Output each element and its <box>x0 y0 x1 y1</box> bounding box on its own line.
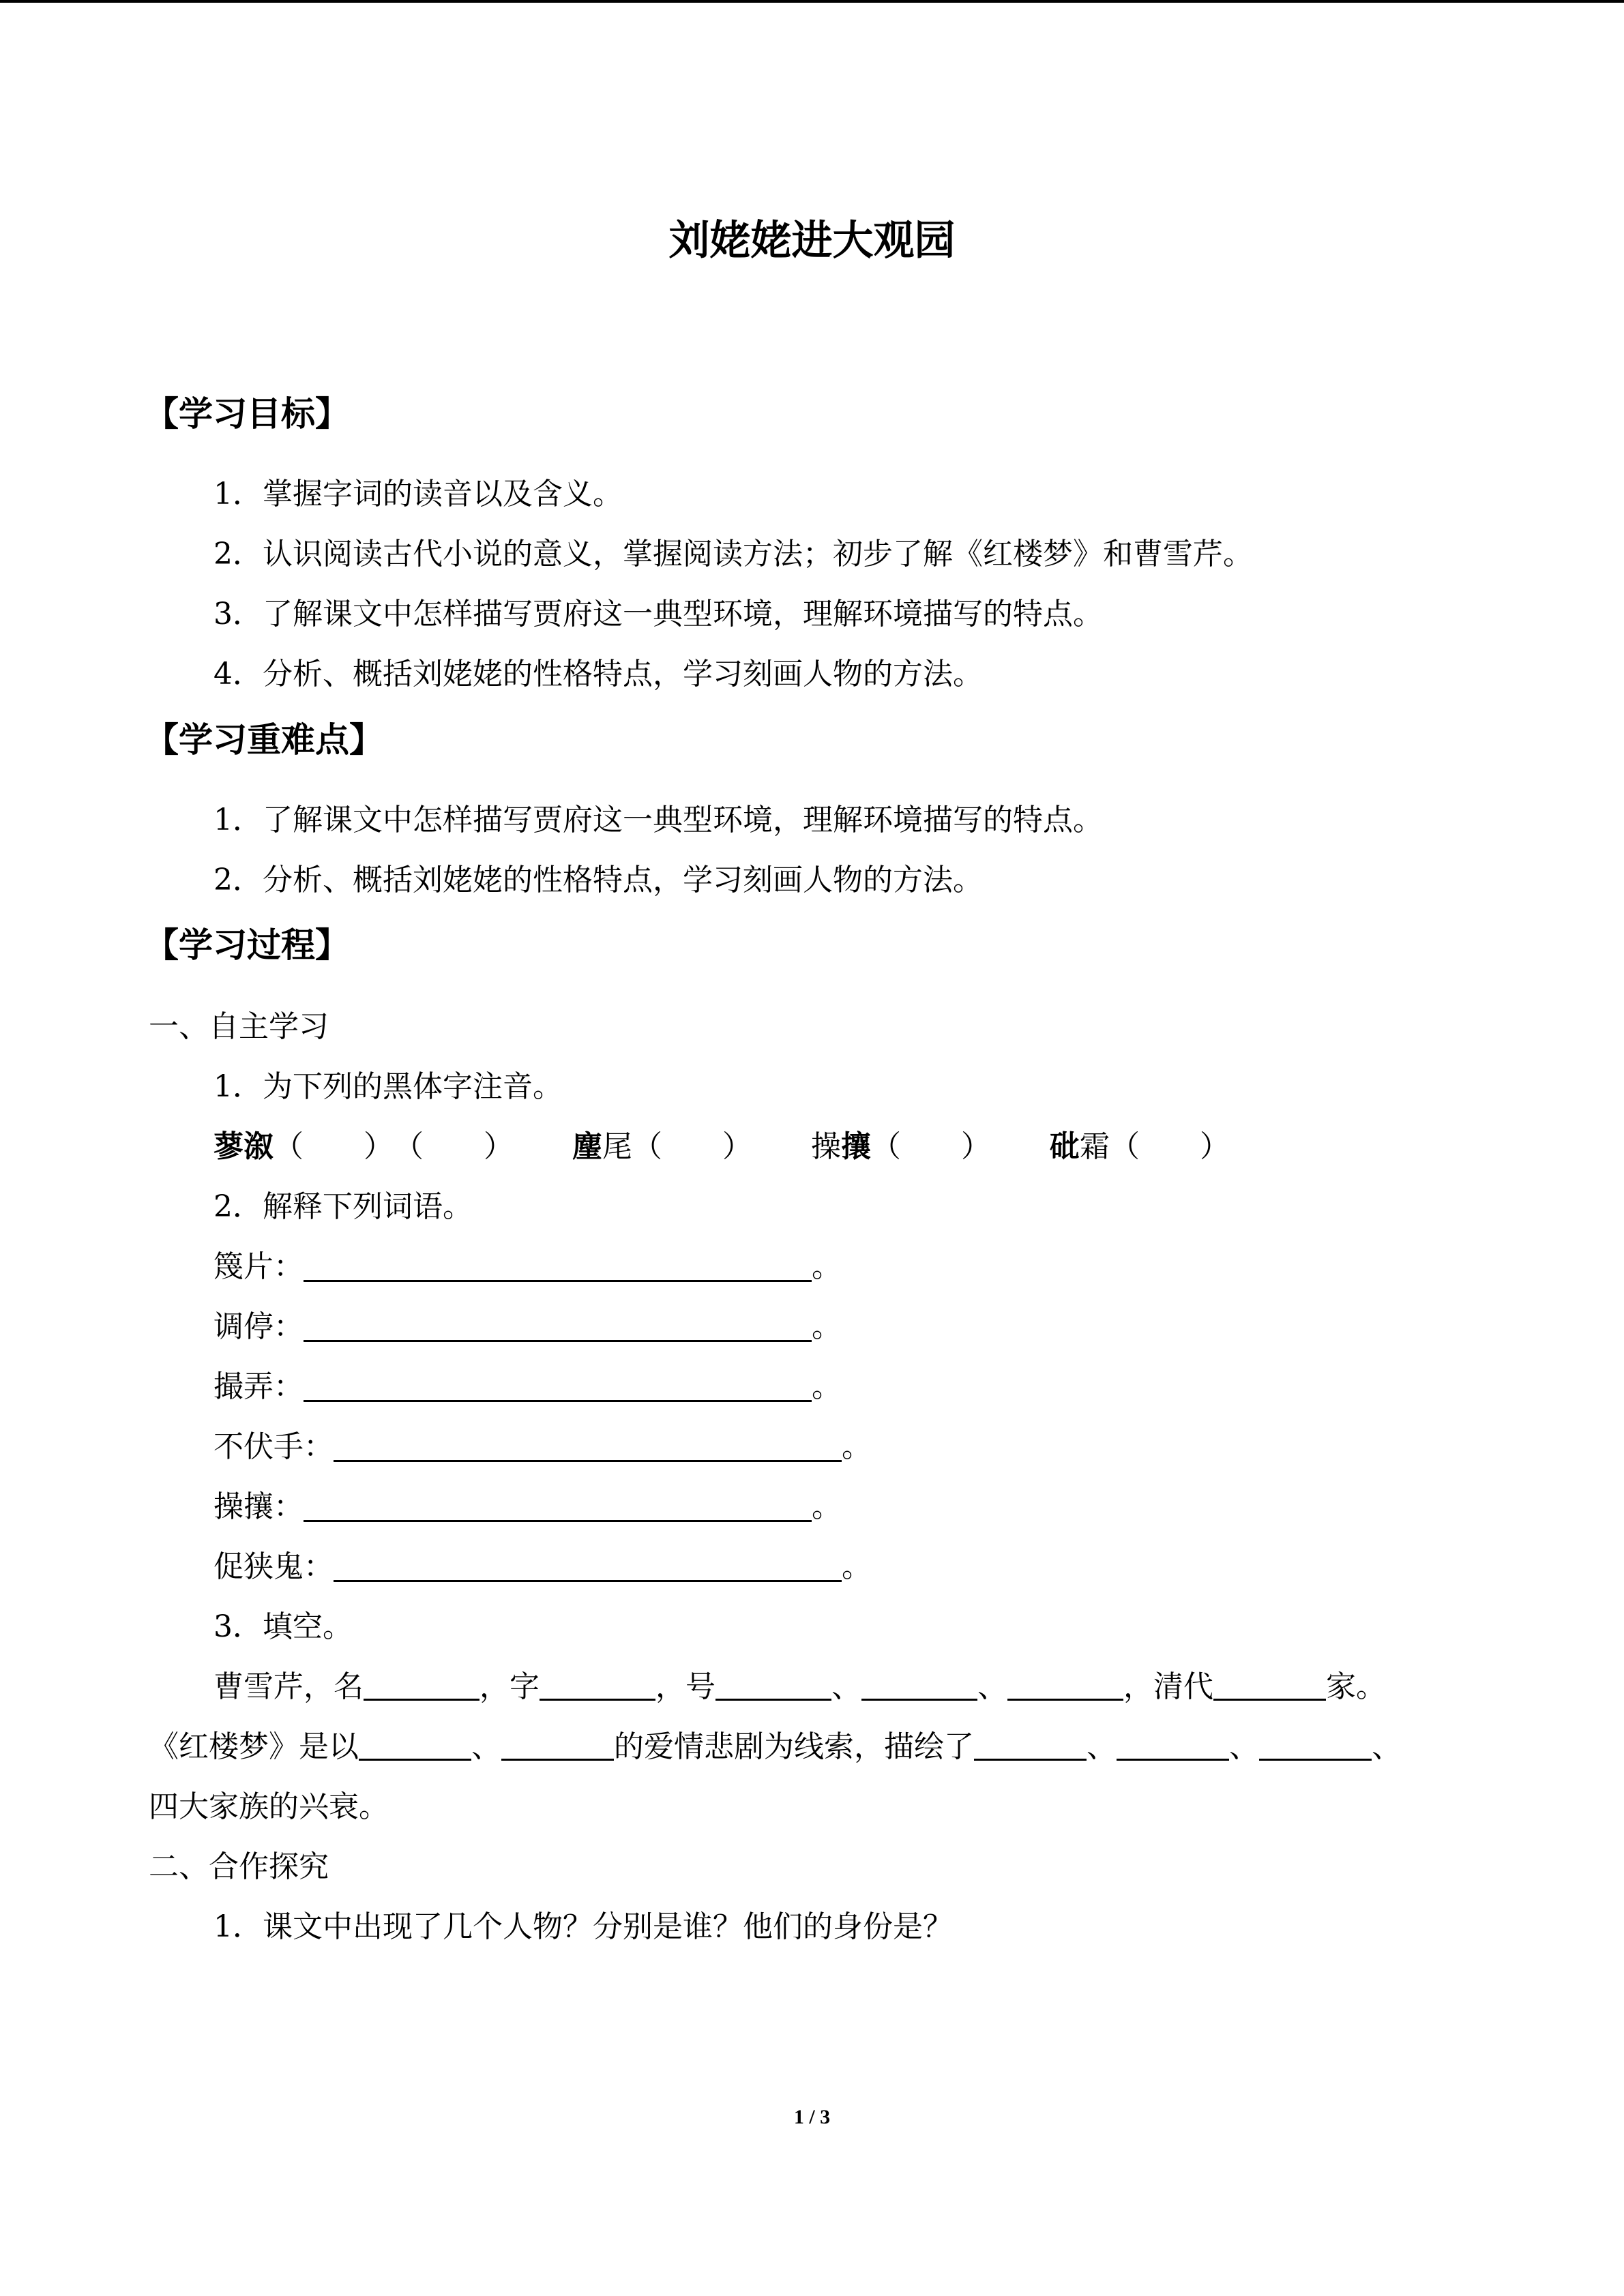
fill-text: 家。 <box>1326 1669 1386 1704</box>
pinyin-word: 麈 <box>572 1129 602 1164</box>
fill-text: ，字 <box>479 1669 540 1704</box>
definition-term: 篾片： <box>213 1249 304 1284</box>
definition-row <box>213 1547 872 1587</box>
top-border <box>0 0 1624 3</box>
fill-blank[interactable] <box>364 1671 479 1701</box>
period: 。 <box>842 1429 872 1464</box>
fill-blank[interactable] <box>974 1731 1087 1761</box>
period: 。 <box>812 1369 842 1404</box>
definition-answer-line[interactable] <box>304 1250 812 1282</box>
fill-text: 的爱情悲剧为线索，描绘了 <box>614 1729 974 1764</box>
fill-text: 、 <box>1087 1729 1117 1764</box>
period: 。 <box>812 1309 842 1344</box>
definition-row <box>213 1427 872 1467</box>
goal-item: 3．了解课文中怎样描写贾府这一典型环境，理解环境描写的特点。 <box>213 597 1103 631</box>
key-point-item: 1．了解课文中怎样描写贾府这一典型环境，理解环境描写的特点。 <box>213 803 1103 837</box>
fill-blank[interactable] <box>1213 1671 1326 1701</box>
pinyin-answer-blank[interactable]: （ ） <box>1110 1129 1230 1164</box>
goal-item: 4．分析、概括刘姥姥的性格特点，学习刻画人物的方法。 <box>213 657 983 691</box>
definition-term: 促狭鬼： <box>213 1549 334 1584</box>
heading-process: 【学习过程】 <box>145 925 349 965</box>
page-number: 1 / 3 <box>793 2106 831 2128</box>
fill-text: 、 <box>977 1669 1007 1704</box>
fill-text: 曹雪芹，名 <box>213 1669 364 1704</box>
fill-blank[interactable] <box>1117 1731 1229 1761</box>
definition-row <box>213 1247 842 1287</box>
fill-line <box>213 1667 1386 1708</box>
key-point-item: 2．分析、概括刘姥姥的性格特点，学习刻画人物的方法。 <box>213 863 983 897</box>
period: 。 <box>812 1489 842 1524</box>
pinyin-answer-blank[interactable]: （ ） <box>632 1129 752 1164</box>
fill-line-end: 四大家族的兴衰。 <box>149 1789 389 1824</box>
pinyin-word-tail: 尾 <box>602 1129 632 1164</box>
fill-line <box>149 1727 1402 1768</box>
definition-row <box>213 1487 842 1527</box>
definition-term: 撮弄： <box>213 1369 304 1404</box>
fill-text: ，清代 <box>1123 1669 1213 1704</box>
heading-key-points: 【学习重难点】 <box>145 720 383 760</box>
goal-item: 2．认识阅读古代小说的意义，掌握阅读方法；初步了解《红楼梦》和曹雪芹。 <box>213 537 1253 571</box>
fill-blank[interactable] <box>715 1671 831 1701</box>
q3-title: 3．填空。 <box>213 1609 353 1644</box>
fill-blank[interactable] <box>1007 1671 1123 1701</box>
q1-title: 1．为下列的黑体字注音。 <box>213 1069 563 1104</box>
definition-answer-line[interactable] <box>334 1550 842 1582</box>
pinyin-answer-blank[interactable]: （ ） <box>871 1129 991 1164</box>
definition-answer-line[interactable] <box>304 1490 812 1522</box>
page-title: 刘姥姥进大观园 <box>668 217 956 265</box>
q2-title: 2．解释下列词语。 <box>213 1189 473 1224</box>
pinyin-word: 蓼溆 <box>213 1129 274 1164</box>
fill-blank[interactable] <box>501 1731 614 1761</box>
pinyin-word-bold: 攘 <box>841 1129 871 1164</box>
fill-text: 《红楼梦》是以 <box>149 1729 359 1764</box>
definition-term: 不伏手： <box>213 1429 334 1464</box>
heading-goals: 【学习目标】 <box>145 394 349 434</box>
definition-row <box>213 1307 842 1347</box>
period: 。 <box>812 1249 842 1284</box>
fill-text: ，号 <box>655 1669 715 1704</box>
part1-title: 一、自主学习 <box>149 1009 329 1044</box>
definition-answer-line[interactable] <box>304 1310 812 1342</box>
definition-answer-line[interactable] <box>304 1370 812 1402</box>
pinyin-word: 砒 <box>1050 1129 1080 1164</box>
fill-text: 、 <box>1372 1729 1402 1764</box>
part2-title: 二、合作探究 <box>149 1849 329 1884</box>
pinyin-answer-blank[interactable]: （ ） <box>394 1129 514 1164</box>
fill-text: 、 <box>471 1729 501 1764</box>
goal-item: 1．掌握字词的读音以及含义。 <box>213 477 623 511</box>
definition-row <box>213 1367 842 1407</box>
fill-blank[interactable] <box>359 1731 471 1761</box>
fill-text: 、 <box>831 1669 861 1704</box>
pinyin-answer-blank[interactable]: （ ） <box>274 1129 394 1164</box>
fill-blank[interactable] <box>1259 1731 1372 1761</box>
period: 。 <box>842 1549 872 1584</box>
pinyin-row <box>213 1127 1230 1167</box>
part2-question: 1．课文中出现了几个人物？分别是谁？他们的身份是？ <box>213 1909 953 1944</box>
fill-blank[interactable] <box>861 1671 977 1701</box>
definition-term: 操攘： <box>213 1489 304 1524</box>
fill-text: 、 <box>1229 1729 1259 1764</box>
definition-answer-line[interactable] <box>334 1430 842 1462</box>
definition-term: 调停： <box>213 1309 304 1344</box>
fill-blank[interactable] <box>540 1671 655 1701</box>
pinyin-word: 操 <box>811 1129 841 1164</box>
pinyin-word-tail: 霜 <box>1080 1129 1110 1164</box>
